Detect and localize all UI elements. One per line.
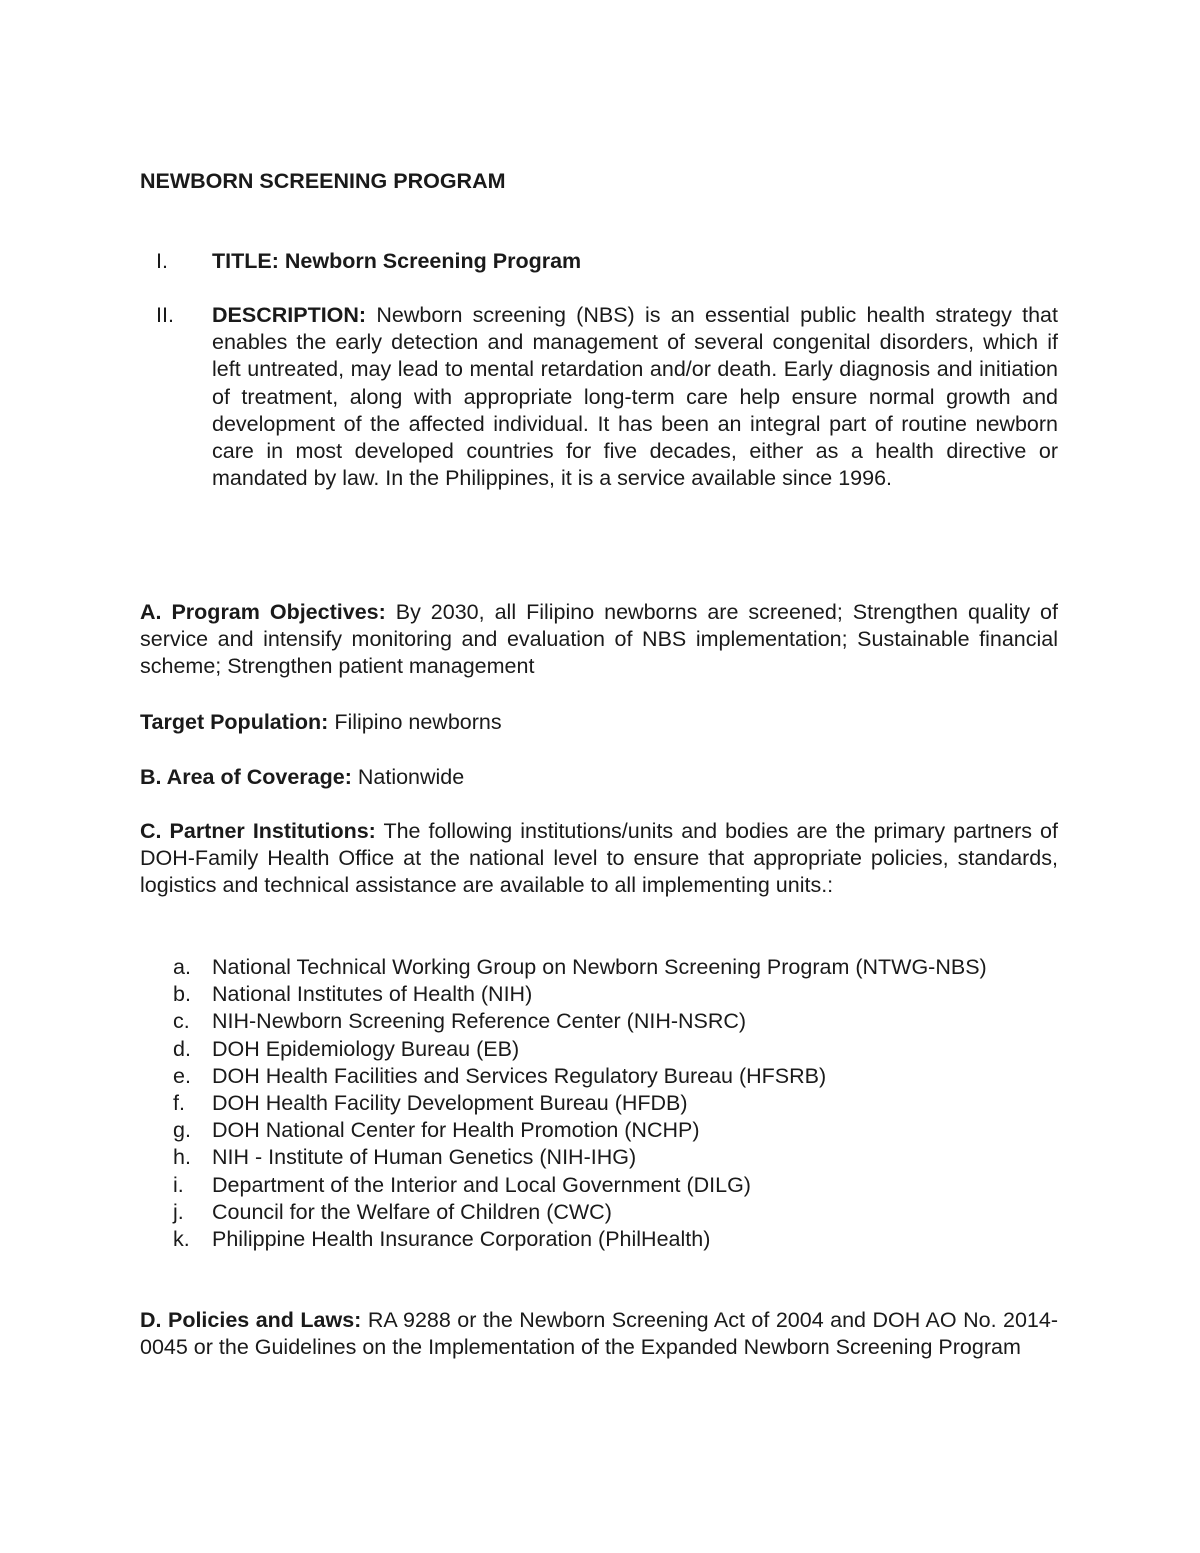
objectives-text: By 2030, all Filipino newborns are screened; Strengthen quality of service and intensify monitoring and evaluation of NBS implementation; Sustainable financial scheme; Strengthen patient management [140,600,1058,679]
list-item-letter: a. [173,955,191,979]
list-item [140,1172,1058,1199]
objectives-label: A. Program Objectives: [140,600,386,624]
title-section [140,248,1058,275]
list-item-letter: c. [173,1009,190,1034]
list-item-letter: d. [173,1036,191,1061]
coverage-paragraph [140,764,1058,791]
policies-text: RA 9288 or the Newborn Screening Act of 2004 and DOH AO No. 2014-0045 or the Guidelines on the Implementation of the Expanded Newborn Screening Program [140,1308,1059,1360]
list-item-text: NIH - Institute of Human Genetics (NIH-IHG) [212,1145,637,1170]
coverage-text: Nationwide [357,765,465,789]
list-item [140,1144,1058,1171]
list-item [140,1063,1058,1090]
section-numeral: I. [156,249,168,273]
title-label: TITLE: [212,249,279,273]
objectives-paragraph [140,599,1058,681]
list-item [140,1090,1058,1117]
list-item-letter: b. [173,982,191,1007]
partners-text: The following institutions/units and bodies are the primary partners of DOH-Family Health Office at the national level to ensure that appropriate policies, standards, logistics and technical assistance are available to all implementing units.: [140,819,1058,898]
list-item-letter: j. [173,1199,184,1224]
list-item-text: NIH-Newborn Screening Reference Center (NIH-NSRC) [212,1009,747,1034]
partners-paragraph [140,818,1058,900]
coverage-label: B. Area of Coverage: [140,765,352,789]
policies-label: D. Policies and Laws: [140,1308,362,1332]
document-heading: NEWBORN SCREENING PROGRAM [140,169,506,193]
list-item-text: DOH National Center for Health Promotion (NCHP) [212,1118,700,1143]
policies-paragraph [140,1307,1058,1361]
list-item [140,1117,1058,1144]
list-item-text: DOH Health Facility Development Bureau (HFDB) [212,1091,688,1116]
list-item-letter: h. [173,1145,191,1170]
list-item [140,954,1058,981]
list-item-text: DOH Health Facilities and Services Regulatory Bureau (HFSRB) [212,1063,827,1088]
target-population-text: Filipino newborns [334,710,502,734]
list-item-letter: k. [173,1227,190,1252]
section-numeral: II. [156,303,174,327]
partner-list [140,954,1058,1253]
list-item [140,981,1058,1008]
list-item-letter: g. [173,1118,191,1143]
list-item [140,1008,1058,1035]
list-item [140,1199,1058,1226]
description-label: DESCRIPTION: [212,303,367,327]
list-item-text: Council for the Welfare of Children (CWC) [212,1199,612,1224]
list-item [140,1226,1058,1253]
target-population-label: Target Population: [140,710,329,734]
list-item-letter: i. [173,1172,184,1197]
list-item-text: Department of the Interior and Local Government (DILG) [212,1172,751,1197]
list-item-text: National Technical Working Group on Newborn Screening Program (NTWG-NBS) [212,955,987,979]
list-item [140,1036,1058,1063]
list-item-letter: e. [173,1063,191,1088]
description-text: Newborn screening (NBS) is an essential public health strategy that enables the early detection and management of several congenital disorders, which if left untreated, may lead to mental retardation and/or death. Early diagnosis and initiation of treatment, along with appropriate long-term care help ensure normal growth and development of the affected individual. It has been an integral part of routine newborn care in most developed countries for five decades, either as a health directive or mandated by law. In the Philippines, it is a service available since 1996. [212,303,1058,491]
partners-label: C. Partner Institutions: [140,819,376,843]
description-paragraph [212,302,1058,492]
title-value: Newborn Screening Program [284,249,582,273]
list-item-text: DOH Epidemiology Bureau (EB) [212,1036,520,1061]
list-item-letter: f. [173,1091,185,1116]
list-item-text: Philippine Health Insurance Corporation (PhilHealth) [212,1227,711,1252]
list-item-text: National Institutes of Health (NIH) [212,982,533,1007]
description-section [140,302,1058,492]
target-population-paragraph [140,709,1058,736]
